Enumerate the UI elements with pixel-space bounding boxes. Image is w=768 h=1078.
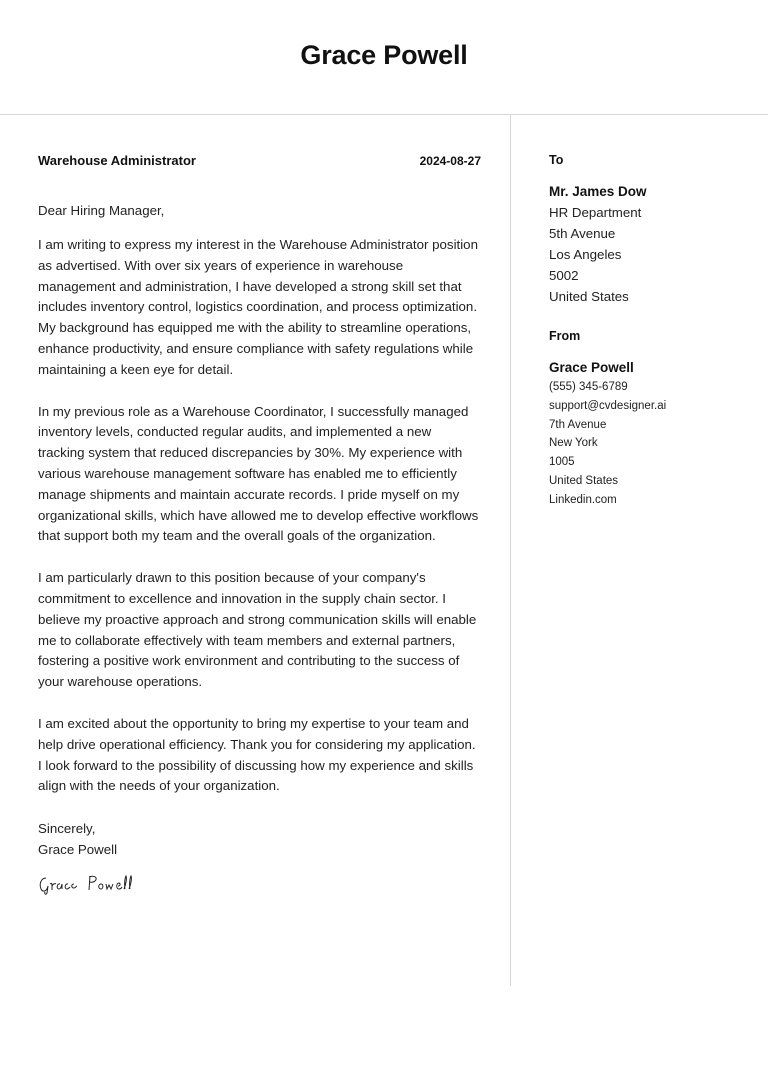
sender-zip: 1005 xyxy=(549,456,575,469)
closing: Sincerely, xyxy=(38,821,96,837)
sender-email[interactable]: support@cvdesigner.ai xyxy=(549,399,667,412)
letter-date: 2024-08-27 xyxy=(419,154,481,168)
recipient-name: Mr. James Dow xyxy=(549,184,647,199)
column-divider xyxy=(510,115,511,986)
signature-image xyxy=(38,872,138,896)
to-section-title: To xyxy=(549,153,564,167)
sender-block-name: Grace Powell xyxy=(549,360,634,375)
paragraph-3: I am particularly drawn to this position because of your company's commitment to excellence and innovation in the supply chain sector. I believe my proactive approach and strong communication skills will enable me to collaborate effectively with team members and external partners, fostering a positive work environment and contributing to the success of your warehouse operations. xyxy=(38,570,477,690)
sidebar xyxy=(549,153,759,510)
sender-country: United States xyxy=(549,474,619,487)
recipient-department: HR Department xyxy=(549,205,642,220)
sender-street: 7th Avenue xyxy=(549,418,607,431)
greeting: Dear Hiring Manager, xyxy=(38,203,165,218)
sender-city: New York xyxy=(549,437,598,450)
recipient-city: Los Angeles xyxy=(549,247,622,262)
paragraph-4: I am excited about the opportunity to bring my expertise to your team and help drive operational efficiency. Thank you for considering my application. I look forward to the possibility of discussing how my experience and skills align with the needs of your organization. xyxy=(38,715,476,794)
recipient-zip: 5002 xyxy=(549,268,579,283)
paragraph-1: I am writing to express my interest in the Warehouse Administrator position as advertised. With over six years of experience in warehouse management and administration, I have developed a strong skill set that includes inventory control, logistics coordination, and process optimization. My background has equipped me with the ability to streamline operations, enhance productivity, and ensure compliance with safety regulations while maintaining a keen eye for detail. xyxy=(38,237,478,377)
sender-linkedin[interactable]: Linkedin.com xyxy=(549,493,617,506)
job-row xyxy=(38,153,481,168)
from-section-title: From xyxy=(549,329,581,343)
recipient-street: 5th Avenue xyxy=(549,226,616,241)
signature-stroke xyxy=(40,876,131,894)
recipient-country: United States xyxy=(549,289,629,304)
letter-body xyxy=(38,153,481,901)
applicant-name: Grace Powell xyxy=(300,40,468,70)
paragraph-2: In my previous role as a Warehouse Coordinator, I successfully managed inventory levels, conducted regular audits, and implemented a new tracking system that reduced discrepancies by 30%. My experience with various warehouse management software has enabled me to efficiently manage shipments and maintain accurate records. I pride myself on my organizational skills, which have allowed me to develop effective workflows that support both my team and the overall goals of the organization. xyxy=(38,403,479,544)
job-title: Warehouse Administrator xyxy=(38,153,196,168)
page-header xyxy=(0,0,768,115)
sender-phone: (555) 345-6789 xyxy=(549,381,628,393)
sender-name: Grace Powell xyxy=(38,842,118,858)
